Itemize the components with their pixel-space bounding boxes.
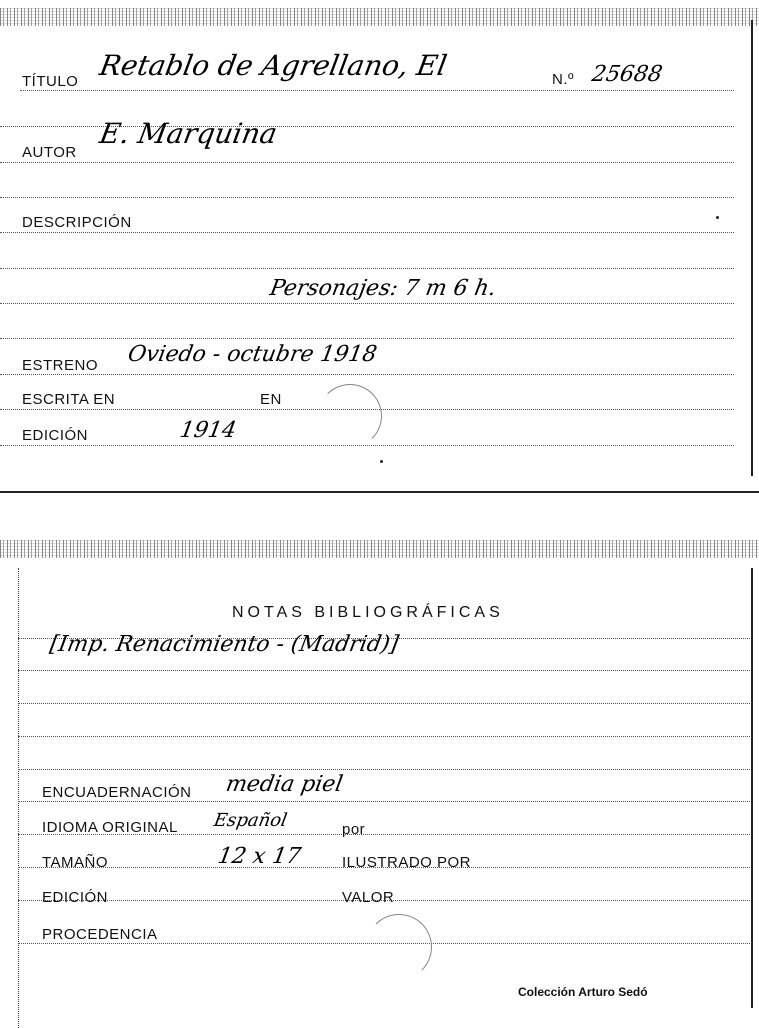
rule-line bbox=[0, 268, 734, 269]
procedencia-label: PROCEDENCIA bbox=[42, 926, 158, 943]
card-edge bbox=[18, 568, 19, 1028]
rule-line bbox=[0, 197, 734, 198]
estreno-value: Oviedo - octubre 1918 bbox=[125, 342, 379, 367]
numero-label: N.º bbox=[552, 71, 574, 88]
titulo-label: TÍTULO bbox=[22, 73, 79, 90]
catalog-card-front bbox=[0, 0, 759, 496]
scan-noise-band bbox=[0, 540, 759, 558]
rule-line bbox=[0, 232, 734, 233]
escrita-en-label: ESCRITA EN bbox=[22, 391, 116, 408]
idioma-original-value: Español bbox=[212, 810, 289, 831]
rule-line bbox=[18, 670, 750, 671]
numero-value: 25688 bbox=[589, 62, 665, 87]
notas-value: [Imp. Renacimiento - (Madrid)] bbox=[47, 632, 401, 657]
rule-line bbox=[18, 769, 750, 770]
rule-line bbox=[18, 801, 750, 802]
speck bbox=[716, 216, 719, 219]
rule-line bbox=[0, 303, 734, 304]
descripcion-value: Personajes: 7 m 6 h. bbox=[267, 276, 499, 301]
estreno-label: ESTRENO bbox=[22, 357, 99, 374]
rule-line bbox=[18, 703, 750, 704]
speck bbox=[380, 460, 383, 463]
edicion-bottom-label: EDICIÓN bbox=[42, 889, 109, 906]
card-edge bbox=[751, 568, 753, 1008]
ilustrado-por-label: ILUSTRADO POR bbox=[342, 854, 472, 871]
encuadernacion-value: media piel bbox=[223, 772, 345, 797]
edicion-label: EDICIÓN bbox=[22, 427, 89, 444]
autor-value: E. Marquina bbox=[97, 117, 280, 150]
stamp-mark bbox=[366, 914, 432, 980]
idioma-original-label: IDIOMA ORIGINAL bbox=[42, 819, 178, 836]
edicion-value: 1914 bbox=[177, 418, 239, 443]
valor-label: VALOR bbox=[342, 889, 395, 906]
titulo-value: Retablo de Agrellano, El bbox=[97, 49, 450, 82]
collection-footer: Colección Arturo Sedó bbox=[518, 985, 648, 999]
rule-line bbox=[0, 445, 734, 446]
descripcion-label: DESCRIPCIÓN bbox=[22, 214, 132, 231]
notas-bibliograficas-title: NOTAS BIBLIOGRÁFICAS bbox=[232, 604, 504, 621]
rule-line bbox=[20, 90, 734, 91]
en-label: EN bbox=[260, 391, 282, 408]
por-label: por bbox=[342, 821, 366, 838]
autor-label: AUTOR bbox=[22, 144, 77, 161]
tamano-value: 12 x 17 bbox=[215, 844, 303, 869]
encuadernacion-label: ENCUADERNACIÓN bbox=[42, 784, 192, 801]
card-divider bbox=[0, 491, 759, 493]
rule-line bbox=[18, 736, 750, 737]
rule-line bbox=[0, 338, 734, 339]
rule-line bbox=[0, 374, 734, 375]
stamp-mark bbox=[318, 384, 382, 448]
rule-line bbox=[0, 162, 734, 163]
tamano-label: TAMAÑO bbox=[42, 854, 109, 871]
card-edge bbox=[751, 20, 753, 476]
scan-noise-band bbox=[0, 8, 759, 26]
